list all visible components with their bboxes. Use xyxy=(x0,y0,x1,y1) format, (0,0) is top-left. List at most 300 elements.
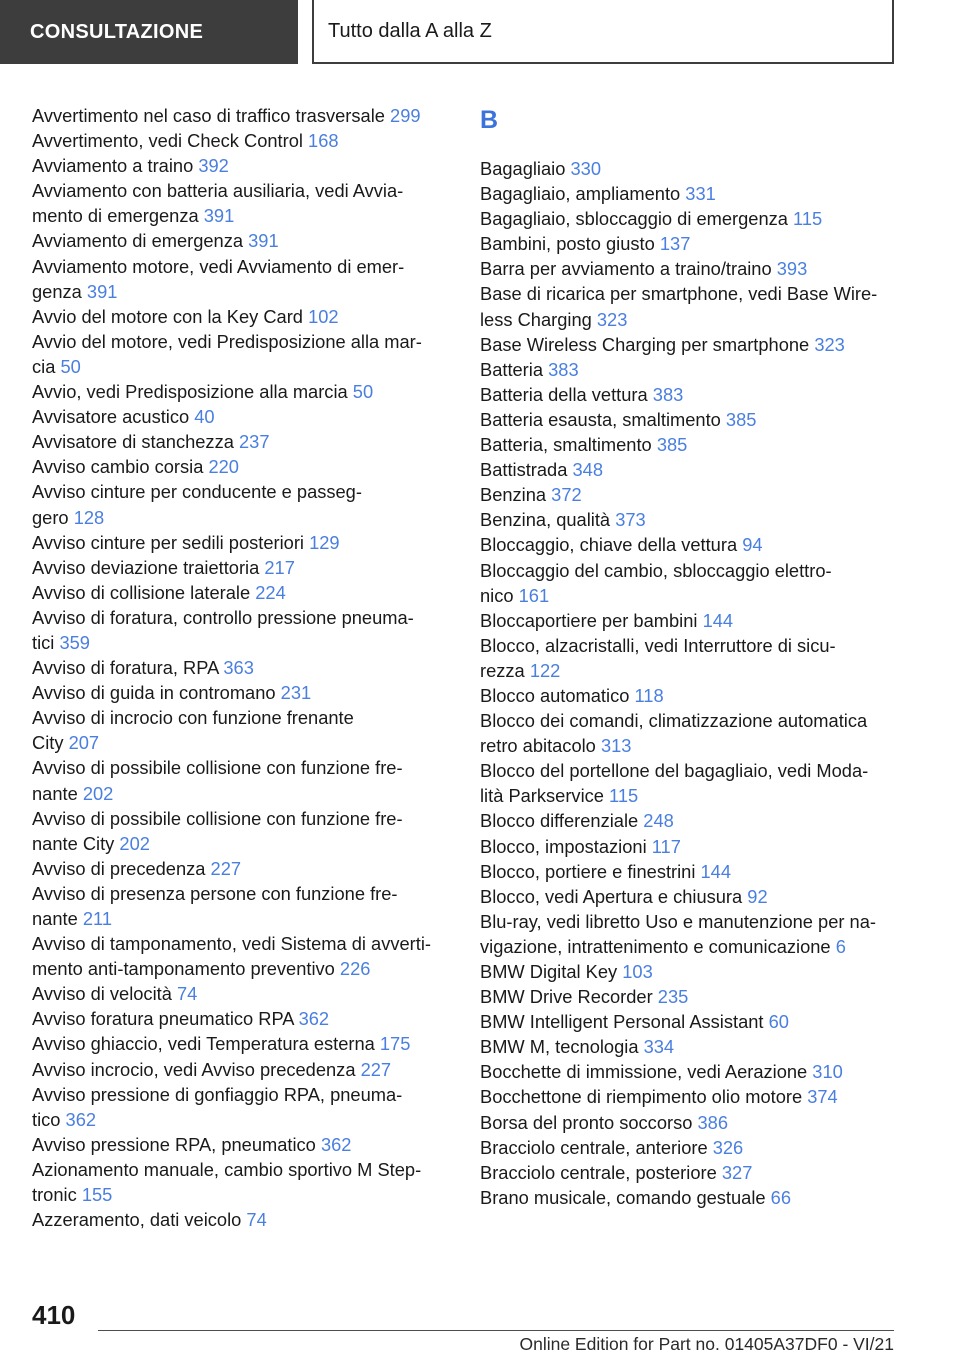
index-entry-text xyxy=(480,1160,900,1185)
index-entry-label: BMW Intelligent Personal Assistant xyxy=(480,1011,764,1033)
index-entry xyxy=(480,959,900,984)
page-reference-link[interactable]: 129 xyxy=(309,531,340,553)
index-entry xyxy=(480,608,900,633)
index-entry xyxy=(32,555,452,580)
page-reference-link[interactable]: 330 xyxy=(570,158,601,179)
index-entry-label: gero xyxy=(32,506,69,528)
index-entry xyxy=(32,128,452,153)
index-entry-label: Avviso pressione RPA, pneumatico xyxy=(32,1133,316,1155)
index-entry-text xyxy=(480,432,900,457)
index-entry-label: nico xyxy=(480,584,514,606)
page-reference-link[interactable]: 362 xyxy=(65,1108,97,1130)
index-entry-text xyxy=(32,1132,452,1157)
index-entry-text xyxy=(480,206,900,231)
index-entry-label: Avviso deviazione traiettoria xyxy=(32,556,260,578)
index-entry xyxy=(480,382,900,407)
index-entry-text xyxy=(480,859,900,884)
index-entry xyxy=(480,683,900,708)
index-entry-text xyxy=(480,1185,900,1210)
index-entry xyxy=(480,507,900,532)
index-entry-text xyxy=(480,457,900,482)
page-reference-link[interactable]: 348 xyxy=(572,459,603,481)
index-entry-text xyxy=(32,1057,452,1082)
index-entry xyxy=(32,228,452,253)
page-reference-link[interactable]: 118 xyxy=(634,684,664,706)
index-entry-text xyxy=(32,354,452,379)
index-entry-text xyxy=(32,781,452,806)
index-entry-label: nante xyxy=(32,782,78,804)
page-reference-link[interactable]: 161 xyxy=(518,584,550,606)
index-entry-label: Avvio del motore con la Key Card xyxy=(32,305,303,327)
index-entry xyxy=(480,181,900,206)
index-entry xyxy=(32,856,452,881)
index-entry xyxy=(32,153,452,178)
page-reference-link[interactable]: 313 xyxy=(600,735,632,757)
page-reference-link[interactable]: 122 xyxy=(529,659,561,681)
index-entry-text xyxy=(480,834,900,859)
index-entry-text xyxy=(32,128,452,153)
index-entry-text xyxy=(480,507,900,532)
page-reference-link[interactable]: 227 xyxy=(360,1058,392,1080)
index-entry-label: Battistrada xyxy=(480,459,568,481)
index-entry-text xyxy=(480,532,900,557)
index-entry-text xyxy=(32,505,452,530)
index-entry xyxy=(32,1207,452,1232)
index-entry-text xyxy=(480,733,900,758)
index-entry xyxy=(32,1031,452,1056)
index-entry-text xyxy=(480,156,900,181)
page-reference-link[interactable]: 393 xyxy=(776,258,808,280)
index-entry-text: Blocco del portellone del bagagliaio, vedi Moda- xyxy=(480,760,869,782)
index-entry xyxy=(32,404,452,429)
index-entry xyxy=(480,407,900,432)
index-entry xyxy=(480,834,900,859)
page-reference-link[interactable]: 103 xyxy=(622,961,653,982)
index-entry-text xyxy=(480,1110,900,1135)
index-entry-text xyxy=(32,530,452,555)
index-entry-text xyxy=(480,1084,900,1109)
index-entry-text xyxy=(480,382,900,407)
index-entry-label: mento di emergenza xyxy=(32,205,199,227)
page-reference-link[interactable]: 155 xyxy=(81,1184,113,1206)
page-reference-link[interactable]: 115 xyxy=(609,785,639,807)
index-entry-text xyxy=(32,454,452,479)
index-entry-label: Bagagliaio, sbloccaggio di emergenza xyxy=(480,208,788,230)
page-reference-link[interactable]: 226 xyxy=(339,958,371,980)
index-entry-text xyxy=(480,658,900,683)
index-entry-text xyxy=(32,1207,452,1232)
index-entry xyxy=(480,1009,900,1034)
index-entry xyxy=(480,482,900,507)
page-reference-link[interactable]: 227 xyxy=(210,857,242,879)
index-entry-text xyxy=(480,1059,900,1084)
page-reference-link[interactable]: 50 xyxy=(352,381,374,403)
index-entry-label: Benzina xyxy=(480,484,547,506)
index-entry-label: tici xyxy=(32,631,55,653)
index-entry-label: Avvertimento nel caso di traffico trasversale xyxy=(32,105,385,126)
page-reference-link[interactable]: 362 xyxy=(320,1133,352,1155)
index-entry-text xyxy=(32,153,452,178)
page-reference-link[interactable]: 323 xyxy=(596,308,628,330)
index-entry-label: tico xyxy=(32,1108,61,1130)
index-entry xyxy=(480,1160,900,1185)
index-entry xyxy=(480,909,900,959)
index-entry xyxy=(32,605,452,655)
index-entry-text xyxy=(32,1182,452,1207)
page-reference-link[interactable]: 383 xyxy=(652,383,684,405)
index-entry-text xyxy=(480,783,900,808)
index-entry-text: Azionamento manuale, cambio sportivo M Step- xyxy=(32,1158,422,1180)
index-entry xyxy=(32,881,452,931)
index-entry xyxy=(480,532,900,557)
chapter-title-box xyxy=(312,0,894,64)
index-entry xyxy=(480,1034,900,1059)
index-entry xyxy=(480,231,900,256)
index-entry xyxy=(32,103,452,128)
index-entry xyxy=(480,984,900,1009)
index-entry-text xyxy=(32,1107,452,1132)
index-entry xyxy=(32,379,452,404)
index-entry-text xyxy=(480,808,900,833)
page-reference-link[interactable]: 102 xyxy=(308,305,339,327)
index-entry xyxy=(32,981,452,1006)
index-entry-text: Avviso di foratura, controllo pressione pneuma- xyxy=(32,606,414,628)
page-reference-link[interactable]: 391 xyxy=(86,280,118,302)
index-entry xyxy=(32,680,452,705)
index-entry xyxy=(32,304,452,329)
index-entry-text: Avviso pressione di gonfiaggio RPA, pneuma- xyxy=(32,1083,403,1105)
page-reference-link[interactable]: 220 xyxy=(208,456,239,478)
index-entry-label: Borsa del pronto soccorso xyxy=(480,1111,693,1133)
index-entry-label: Avviso incrocio, vedi Avviso precedenza xyxy=(32,1058,356,1080)
index-entry xyxy=(32,479,452,529)
page-reference-link[interactable]: 94 xyxy=(742,534,763,556)
page-reference-link[interactable]: 385 xyxy=(725,408,757,430)
page-reference-link[interactable]: 117 xyxy=(651,835,681,857)
page-reference-link[interactable]: 6 xyxy=(835,935,846,957)
index-entry xyxy=(480,1135,900,1160)
index-entry xyxy=(32,755,452,805)
index-entry-label: Bracciolo centrale, anteriore xyxy=(480,1136,708,1158)
index-entry-text xyxy=(480,307,900,332)
index-entry-label: less Charging xyxy=(480,308,592,330)
index-entry-label: Avviso cinture per sedili posteriori xyxy=(32,531,304,553)
page-reference-link[interactable]: 168 xyxy=(308,130,339,152)
index-entry-text xyxy=(32,1006,452,1031)
index-entry-text xyxy=(32,655,452,680)
page-reference-link[interactable]: 224 xyxy=(255,581,286,603)
page-number: 410 xyxy=(32,1300,76,1330)
index-entry xyxy=(32,178,452,228)
index-entry-text: Avviso di possibile collisione con funzione fre- xyxy=(32,807,403,829)
index-entry-text xyxy=(32,103,452,128)
index-entry xyxy=(480,884,900,909)
index-entry-text: Avviso di presenza persone con funzione fre- xyxy=(32,882,398,904)
index-entry-text: Avviso di incrocio con funzione frenante xyxy=(32,707,354,729)
index-entry-label: Avviso di collisione laterale xyxy=(32,581,251,603)
index-entry-label: Batteria, smaltimento xyxy=(480,434,652,456)
page-reference-link[interactable]: 299 xyxy=(390,105,421,126)
edition-footer: Online Edition for Part no. 01405A37DF0 - VI/21 xyxy=(519,1334,894,1354)
index-entry xyxy=(32,429,452,454)
index-entry-label: Avviso di velocità xyxy=(32,983,172,1005)
page-reference-link[interactable]: 323 xyxy=(814,333,845,355)
page-reference-link[interactable]: 137 xyxy=(659,233,691,255)
page-reference-link[interactable]: 40 xyxy=(194,406,215,428)
section-label: CONSULTAZIONE xyxy=(30,20,204,43)
index-entry-text xyxy=(32,429,452,454)
index-entry xyxy=(480,708,900,758)
index-entry-label: Azzeramento, dati veicolo xyxy=(32,1209,242,1231)
index-entry-text xyxy=(480,1009,900,1034)
page-reference-link[interactable]: 202 xyxy=(119,832,150,854)
page-reference-link[interactable]: 92 xyxy=(747,885,768,907)
page-reference-link[interactable]: 217 xyxy=(264,556,295,578)
index-entry-label: Blocco automatico xyxy=(480,684,630,706)
index-entry-label: rezza xyxy=(480,659,525,681)
index-entry xyxy=(480,256,900,281)
index-entry-label: Benzina, qualità xyxy=(480,509,611,531)
page-reference-link[interactable]: 363 xyxy=(223,657,254,679)
index-entry-label: Bloccaggio, chiave della vettura xyxy=(480,534,738,556)
page-reference-link[interactable]: 144 xyxy=(700,860,732,882)
page-reference-link[interactable]: 115 xyxy=(793,208,823,230)
index-entry-text: Avviamento motore, vedi Avviamento di emer- xyxy=(32,255,405,277)
section-tab xyxy=(0,0,298,64)
page-reference-link[interactable]: 237 xyxy=(238,431,270,453)
index-entry-label: Bagagliaio, ampliamento xyxy=(480,183,681,205)
index-entry xyxy=(32,580,452,605)
index-entry-label: Avvisatore di stanchezza xyxy=(32,431,234,453)
index-entry xyxy=(480,859,900,884)
index-entry-text xyxy=(32,680,452,705)
page-reference-link[interactable]: 202 xyxy=(82,782,114,804)
page-reference-link[interactable]: 74 xyxy=(246,1209,267,1231)
index-entry xyxy=(480,808,900,833)
page-reference-link[interactable]: 211 xyxy=(82,908,112,929)
page-reference-link[interactable]: 207 xyxy=(68,732,100,754)
index-entry-text xyxy=(32,831,452,856)
index-entries-b xyxy=(480,156,900,1210)
index-entry xyxy=(32,1132,452,1157)
page-reference-link[interactable]: 310 xyxy=(812,1061,843,1083)
index-entry-label: retro abitacolo xyxy=(480,735,596,757)
index-entry xyxy=(480,156,900,181)
index-entry-label: Avviso cambio corsia xyxy=(32,456,204,478)
index-entry-text xyxy=(32,228,452,253)
page-reference-link[interactable]: 235 xyxy=(657,986,689,1008)
index-entry-text xyxy=(32,580,452,605)
index-entry-text: Avviso cinture per conducente e passeg- xyxy=(32,481,362,503)
page-reference-link[interactable]: 248 xyxy=(643,810,674,832)
index-entry-label: Avviso di foratura, RPA xyxy=(32,657,219,679)
index-entry-label: Avviamento di emergenza xyxy=(32,230,244,252)
index-entry-text xyxy=(32,1031,452,1056)
index-entry-text xyxy=(480,583,900,608)
index-entry-label: Avvio, vedi Predisposizione alla marcia xyxy=(32,381,348,403)
index-entry xyxy=(32,806,452,856)
index-entry-label: Brano musicale, comando gestuale xyxy=(480,1186,766,1208)
index-entry xyxy=(32,254,452,304)
index-entry xyxy=(32,1157,452,1207)
index-entry-label: Barra per avviamento a traino/traino xyxy=(480,258,772,280)
index-entry-text xyxy=(32,304,452,329)
index-letter-heading: B xyxy=(480,106,499,134)
index-entry-label: Blocco, vedi Apertura e chiusura xyxy=(480,885,743,907)
index-entry-text xyxy=(480,231,900,256)
index-entry xyxy=(480,558,900,608)
index-entry xyxy=(32,1006,452,1031)
index-entry-label: tronic xyxy=(32,1184,77,1206)
index-entry-label: nante xyxy=(32,908,78,929)
index-entry-label: Bracciolo centrale, posteriore xyxy=(480,1161,717,1183)
index-entry xyxy=(32,655,452,680)
chapter-title: Tutto dalla A alla Z xyxy=(328,19,492,42)
index-entry-text xyxy=(32,906,452,931)
index-entry-label: BMW Drive Recorder xyxy=(480,986,653,1008)
index-entry xyxy=(32,530,452,555)
index-entry-label: Avvisatore acustico xyxy=(32,406,190,428)
page-reference-link[interactable]: 50 xyxy=(60,355,81,377)
index-entry xyxy=(32,329,452,379)
index-entry-text xyxy=(32,279,452,304)
index-entry-text xyxy=(480,332,900,357)
index-entry xyxy=(480,1059,900,1084)
index-entry-label: BMW M, tecnologia xyxy=(480,1036,639,1058)
index-entry xyxy=(32,1057,452,1082)
index-entry xyxy=(480,357,900,382)
page-reference-link[interactable]: 391 xyxy=(203,205,235,227)
index-entry xyxy=(32,931,452,981)
index-entry-text: Avviamento con batteria ausiliaria, vedi Avvia- xyxy=(32,180,404,202)
index-entry-text: Blocco, alzacristalli, vedi Interruttore di sicu- xyxy=(480,634,836,656)
page-reference-link[interactable]: 231 xyxy=(280,682,312,704)
index-entry-text: Avvio del motore, vedi Predisposizione alla mar- xyxy=(32,330,422,352)
index-entry-label: genza xyxy=(32,280,82,302)
index-entry-text xyxy=(480,959,900,984)
index-entry xyxy=(32,1082,452,1132)
index-entry-text: Avviso di possibile collisione con funzione fre- xyxy=(32,757,403,779)
page-reference-link[interactable]: 373 xyxy=(615,509,646,531)
page-reference-link[interactable]: 392 xyxy=(198,155,229,177)
page-reference-link[interactable]: 386 xyxy=(697,1111,728,1133)
page-reference-link[interactable]: 128 xyxy=(73,506,105,528)
page-reference-link[interactable]: 372 xyxy=(551,484,582,506)
index-entry xyxy=(32,705,452,755)
index-entry-text xyxy=(480,407,900,432)
index-entry xyxy=(480,281,900,331)
page-reference-link[interactable]: 60 xyxy=(768,1011,789,1033)
page-reference-link[interactable]: 326 xyxy=(712,1136,744,1158)
index-entry-text xyxy=(480,934,900,959)
page-reference-link[interactable]: 74 xyxy=(176,983,198,1005)
index-entry-text xyxy=(480,357,900,382)
index-entry-text xyxy=(480,482,900,507)
index-entry-text xyxy=(480,683,900,708)
index-entry xyxy=(480,1084,900,1109)
index-entry-label: Blocco differenziale xyxy=(480,810,639,832)
index-entry-text: Avviso di tamponamento, vedi Sistema di avverti- xyxy=(32,933,431,955)
index-entry xyxy=(32,454,452,479)
index-entry-label: nante City xyxy=(32,832,115,854)
page-reference-link[interactable]: 334 xyxy=(643,1036,675,1058)
page-reference-link[interactable]: 391 xyxy=(248,230,279,252)
index-entry xyxy=(480,1110,900,1135)
index-entry-label: lità Parkservice xyxy=(480,785,604,807)
index-entry-label: Bocchettone di riempimento olio motore xyxy=(480,1086,803,1108)
page-reference-link[interactable]: 66 xyxy=(770,1186,791,1208)
index-entry-text xyxy=(480,256,900,281)
index-entry xyxy=(480,206,900,231)
index-entry-text xyxy=(480,608,900,633)
page-reference-link[interactable]: 383 xyxy=(548,358,579,380)
index-entry xyxy=(480,758,900,808)
page-reference-link[interactable]: 374 xyxy=(807,1086,838,1108)
page-reference-link[interactable]: 144 xyxy=(702,609,734,631)
index-entry-label: Avviso foratura pneumatico RPA xyxy=(32,1008,294,1030)
index-entry-label: Avviso di precedenza xyxy=(32,857,206,879)
index-entry-label: BMW Digital Key xyxy=(480,961,618,982)
index-entry-text: Bloccaggio del cambio, sbloccaggio elettro- xyxy=(480,559,832,581)
index-entry-text xyxy=(32,555,452,580)
index-entry-text xyxy=(480,1034,900,1059)
index-entry-label: Avviso di guida in contromano xyxy=(32,682,276,704)
index-entry-label: Bambini, posto giusto xyxy=(480,233,655,255)
index-entry-text: Base di ricarica per smartphone, vedi Base Wire- xyxy=(480,283,878,305)
index-entry xyxy=(480,633,900,683)
index-entry-label: mento anti-tamponamento preventivo xyxy=(32,958,335,980)
index-entry-label: Blocco, portiere e finestrini xyxy=(480,860,696,882)
index-entry-label: cia xyxy=(32,355,56,377)
page-reference-link[interactable]: 331 xyxy=(685,183,716,205)
index-entry-text xyxy=(32,203,452,228)
index-entry-label: vigazione, intrattenimento e comunicazione xyxy=(480,935,831,957)
page-reference-link[interactable]: 359 xyxy=(59,631,90,653)
index-entry-text xyxy=(32,981,452,1006)
index-entry-label: Batteria esausta, smaltimento xyxy=(480,408,721,430)
index-entry-label: Blocco, impostazioni xyxy=(480,835,647,857)
index-entry-text xyxy=(32,956,452,981)
index-entry-label: City xyxy=(32,732,64,754)
index-entry-text xyxy=(480,181,900,206)
index-column-right xyxy=(480,103,900,1210)
index-entry-text xyxy=(480,984,900,1009)
index-entry xyxy=(480,457,900,482)
page-reference-link[interactable]: 362 xyxy=(298,1008,330,1030)
index-entry-label: Bagagliaio xyxy=(480,158,566,179)
index-entry-text: Blu-ray, vedi libretto Uso e manutenzione per na- xyxy=(480,910,876,932)
index-entry-text xyxy=(32,730,452,755)
index-entry-label: Batteria della vettura xyxy=(480,383,648,405)
index-entry-text: Blocco dei comandi, climatizzazione automatica xyxy=(480,710,868,732)
index-entry-label: Base Wireless Charging per smartphone xyxy=(480,333,810,355)
index-entry-label: Avviso ghiaccio, vedi Temperatura esterna xyxy=(32,1033,375,1055)
index-entry-text xyxy=(32,404,452,429)
index-entry xyxy=(480,1185,900,1210)
page-reference-link[interactable]: 175 xyxy=(379,1033,411,1055)
index-entry-label: Batteria xyxy=(480,358,544,380)
page-reference-link[interactable]: 327 xyxy=(721,1161,753,1183)
index-entry-label: Bloccaportiere per bambini xyxy=(480,609,698,631)
index-entry-label: Avvertimento, vedi Check Control xyxy=(32,130,303,152)
index-entry-text xyxy=(480,884,900,909)
page-reference-link[interactable]: 385 xyxy=(656,434,688,456)
index-entry-label: Avviamento a traino xyxy=(32,155,194,177)
index-entry xyxy=(480,432,900,457)
index-entry-text xyxy=(32,630,452,655)
index-entry-text xyxy=(32,379,452,404)
index-entry-label: Bocchette di immissione, vedi Aerazione xyxy=(480,1061,808,1083)
